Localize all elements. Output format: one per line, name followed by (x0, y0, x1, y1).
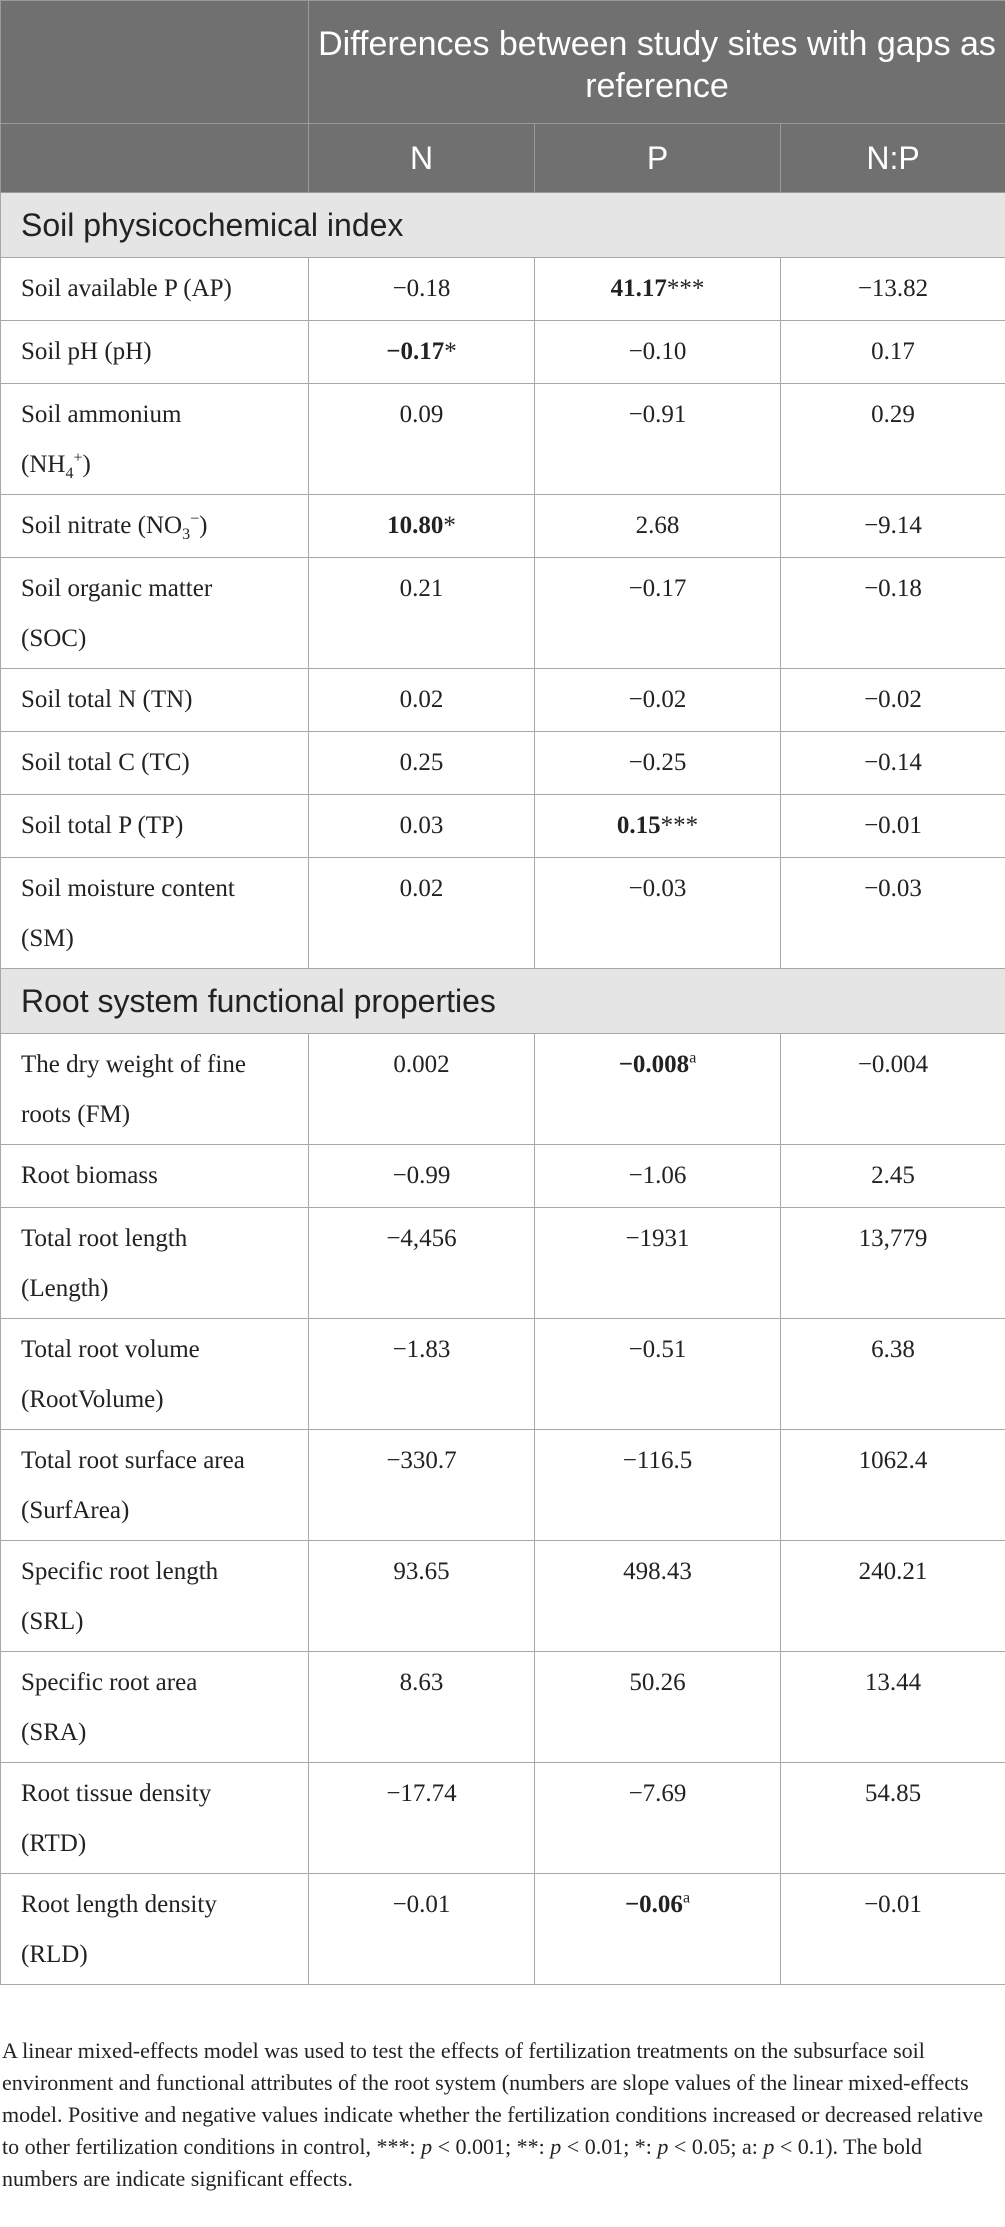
label-line-1: Total root volume (21, 1336, 200, 1363)
footnote-text: < 0.01; *: (561, 2134, 658, 2159)
cell-n: 8.63 (309, 1652, 535, 1763)
cell-p: −7.69 (535, 1763, 781, 1874)
row-label: Soil total P (TP) (1, 795, 309, 858)
table-title: Differences between study sites with gaps as reference (309, 1, 1005, 124)
cell-p: −0.51 (535, 1319, 781, 1430)
table-row-soc (1, 558, 1005, 669)
cell-p: −1.06 (535, 1145, 781, 1208)
cell-p: −0.91 (535, 384, 781, 495)
row-label (1, 1319, 309, 1430)
cell-np: −0.01 (781, 795, 1005, 858)
footnote-p: p (657, 2134, 669, 2159)
header-row-columns (1, 124, 1005, 193)
table-row-tc (1, 732, 1005, 795)
row-label (1, 858, 309, 969)
significance-mark: a (689, 1049, 697, 1067)
cell-np: 1062.4 (781, 1430, 1005, 1541)
cell-p: −0.03 (535, 858, 781, 969)
label-line-2: (NH (21, 451, 66, 478)
cell-p: 50.26 (535, 1652, 781, 1763)
cell-n (309, 495, 535, 558)
cell-np: 0.17 (781, 321, 1005, 384)
label-line-2: roots (FM) (21, 1101, 131, 1128)
row-label (1, 1874, 309, 1985)
cell-value: −0.17 (386, 338, 445, 365)
table-row-ph (1, 321, 1005, 384)
label-line-1: Specific root length (21, 1558, 219, 1585)
cell-p: 2.68 (535, 495, 781, 558)
section-title-soil: Soil physicochemical index (1, 193, 1005, 258)
cell-n: 0.25 (309, 732, 535, 795)
cell-value: −0.06 (624, 1891, 683, 1918)
row-label (1, 495, 309, 558)
table-row-volume (1, 1319, 1005, 1430)
label-line-1: The dry weight of fine (21, 1051, 246, 1078)
cell-p: −0.17 (535, 558, 781, 669)
row-label: Soil available P (AP) (1, 258, 309, 321)
cell-p: −116.5 (535, 1430, 781, 1541)
row-label: Soil pH (pH) (1, 321, 309, 384)
cell-n: 93.65 (309, 1541, 535, 1652)
table-row-ap (1, 258, 1005, 321)
cell-np: 13,779 (781, 1208, 1005, 1319)
row-label (1, 1034, 309, 1145)
cell-np: 0.29 (781, 384, 1005, 495)
cell-np: −0.02 (781, 669, 1005, 732)
row-label: Root biomass (1, 1145, 309, 1208)
cell-np: −13.82 (781, 258, 1005, 321)
cell-np: 2.45 (781, 1145, 1005, 1208)
cell-p: −0.02 (535, 669, 781, 732)
cell-np: −0.004 (781, 1034, 1005, 1145)
cell-p: −0.10 (535, 321, 781, 384)
cell-n: 0.03 (309, 795, 535, 858)
cell-value: −0.008 (618, 1051, 690, 1078)
column-header-np: N:P (781, 124, 1005, 193)
footnote-text: < 0.1). The bold numbers are indicate significant effects. (2, 2134, 922, 2191)
footnote-text: < 0.05; a: (668, 2134, 764, 2159)
row-label (1, 1541, 309, 1652)
label-line-1: Soil ammonium (21, 401, 182, 428)
cell-n: 0.09 (309, 384, 535, 495)
label-line-1: Specific root area (21, 1669, 198, 1696)
table-row-sra (1, 1652, 1005, 1763)
cell-n (309, 321, 535, 384)
cell-n: −17.74 (309, 1763, 535, 1874)
row-label (1, 384, 309, 495)
cell-n: −330.7 (309, 1430, 535, 1541)
cell-p (535, 795, 781, 858)
cell-np: 54.85 (781, 1763, 1005, 1874)
label-line-2: (Length) (21, 1275, 109, 1302)
row-label: Soil total C (TC) (1, 732, 309, 795)
table-row-length (1, 1208, 1005, 1319)
significance-mark: * (444, 338, 457, 365)
label-suffix: ) (82, 451, 91, 478)
significance-mark: *** (660, 812, 699, 839)
table-row-tn (1, 669, 1005, 732)
footnote-p: p (550, 2134, 562, 2159)
label-line-1: Soil moisture content (21, 875, 235, 902)
table-row-no3 (1, 495, 1005, 558)
row-label (1, 558, 309, 669)
cell-n: −0.01 (309, 1874, 535, 1985)
column-header-p: P (535, 124, 781, 193)
significance-mark: *** (666, 275, 705, 302)
cell-n: 0.21 (309, 558, 535, 669)
cell-p (535, 1874, 781, 1985)
label-line-2: (RTD) (21, 1830, 87, 1857)
label-line-2: (SRA) (21, 1719, 87, 1746)
cell-p: −0.25 (535, 732, 781, 795)
cell-np: −9.14 (781, 495, 1005, 558)
cell-n: −0.99 (309, 1145, 535, 1208)
label-line-2: (SM) (21, 925, 74, 952)
table-row-fm (1, 1034, 1005, 1145)
cell-n: −1.83 (309, 1319, 535, 1430)
row-label (1, 1763, 309, 1874)
cell-value: 0.15 (616, 812, 661, 839)
label-line-2: (SurfArea) (21, 1497, 130, 1524)
label-suffix: ) (199, 512, 208, 539)
label-line-2: (RLD) (21, 1941, 88, 1968)
footnote-text: A linear mixed-effects model was used to test the effects of fertilization treatments on the subsurface soil environment and functional attributes of the root system (numbers are slope values of the linear mixed-effects model. Positive and negative values indicate whether the fertilization conditions increased or decreased relative to other fertilization conditions in control, ***: (2, 2038, 984, 2159)
label-superscript: + (73, 449, 83, 467)
cell-p (535, 258, 781, 321)
footnote-p: p (763, 2134, 775, 2159)
label-line-1: Total root length (21, 1225, 188, 1252)
cell-np: 6.38 (781, 1319, 1005, 1430)
significance-mark: * (443, 512, 456, 539)
significance-mark: a (682, 1889, 691, 1907)
label-line-1: Root length density (21, 1891, 217, 1918)
header-corner (1, 1, 309, 124)
cell-value: 10.80 (387, 512, 444, 539)
cell-n: −0.18 (309, 258, 535, 321)
cell-p: −1931 (535, 1208, 781, 1319)
cell-p (535, 1034, 781, 1145)
table-row-nh4 (1, 384, 1005, 495)
label-subscript: 3 (182, 526, 191, 543)
cell-np: −0.01 (781, 1874, 1005, 1985)
row-label (1, 1208, 309, 1319)
row-label (1, 1652, 309, 1763)
footnote-p: p (421, 2134, 433, 2159)
table-row-sm (1, 858, 1005, 969)
label-subscript: 4 (65, 465, 74, 482)
section-row-soil (1, 193, 1005, 258)
cell-np: 240.21 (781, 1541, 1005, 1652)
header-blank (1, 124, 309, 193)
cell-n: 0.02 (309, 858, 535, 969)
table-row-rtd (1, 1763, 1005, 1874)
row-label: Soil total N (TN) (1, 669, 309, 732)
label-line-1: Soil organic matter (21, 575, 213, 602)
label-line-2: (SRL) (21, 1608, 84, 1635)
row-label (1, 1430, 309, 1541)
cell-n: 0.02 (309, 669, 535, 732)
label-line-1: Root tissue density (21, 1780, 212, 1807)
table-row-surfarea (1, 1430, 1005, 1541)
header-row-title (1, 1, 1005, 124)
cell-np: −0.14 (781, 732, 1005, 795)
label-line-2: (RootVolume) (21, 1386, 164, 1413)
cell-np: 13.44 (781, 1652, 1005, 1763)
table-row-rb (1, 1145, 1005, 1208)
footnote-text: < 0.001; **: (432, 2134, 551, 2159)
cell-n: 0.002 (309, 1034, 535, 1145)
label-text: Soil nitrate (NO (21, 512, 183, 539)
section-title-root: Root system functional properties (1, 969, 1005, 1034)
column-header-n: N (309, 124, 535, 193)
table-footnote (0, 1985, 1005, 2195)
cell-n: −4,456 (309, 1208, 535, 1319)
label-line-1: Total root surface area (21, 1447, 245, 1474)
cell-p: 498.43 (535, 1541, 781, 1652)
section-row-root (1, 969, 1005, 1034)
table-row-rld (1, 1874, 1005, 1985)
label-line-2: (SOC) (21, 625, 87, 652)
table-row-tp (1, 795, 1005, 858)
cell-np: −0.18 (781, 558, 1005, 669)
cell-value: 41.17 (610, 275, 667, 302)
cell-np: −0.03 (781, 858, 1005, 969)
table-row-srl (1, 1541, 1005, 1652)
label-superscript: − (190, 510, 200, 528)
